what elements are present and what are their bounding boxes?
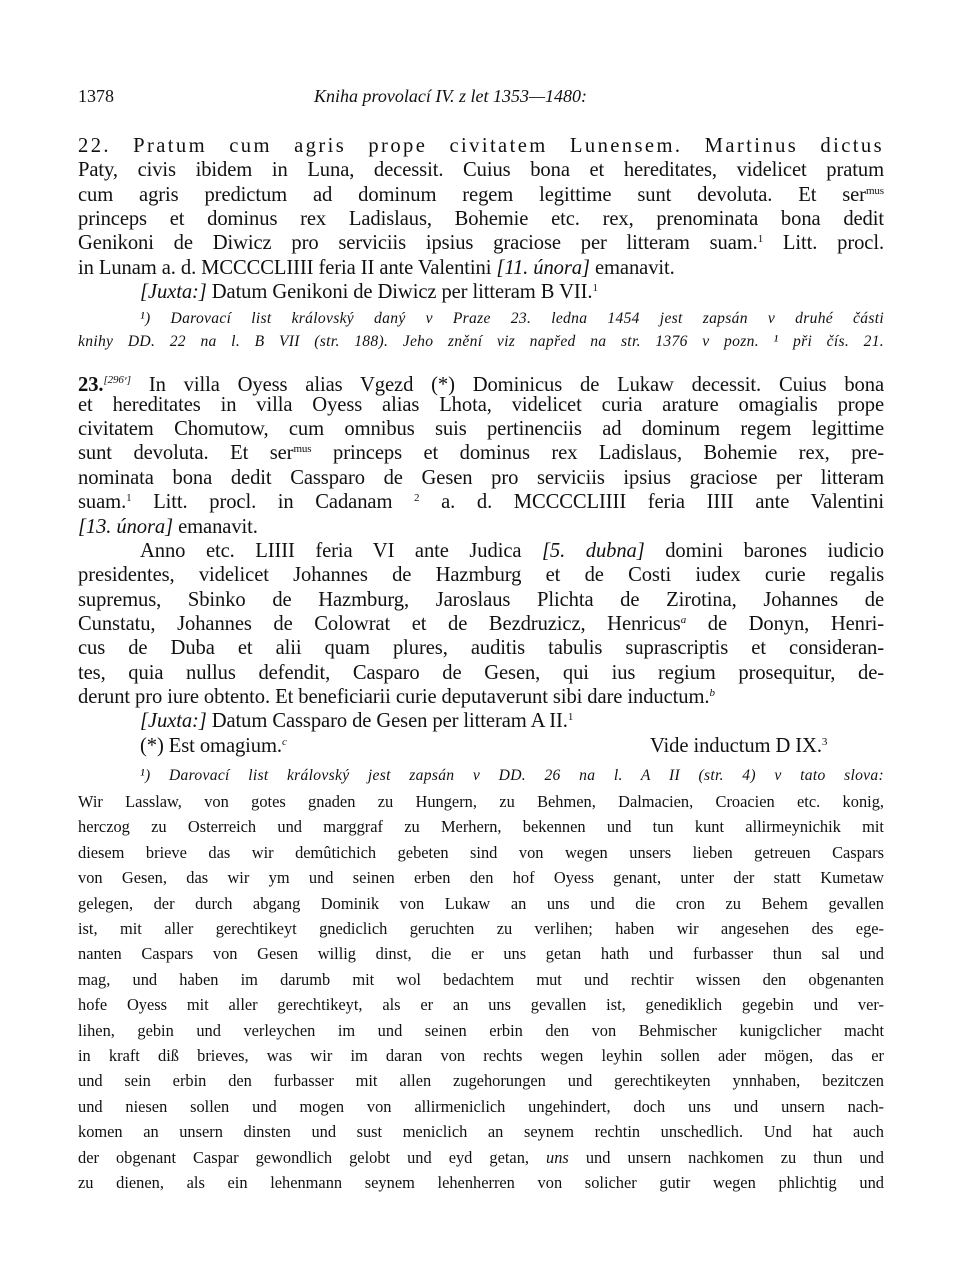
text-line: cus de Duba et alii quam plures, auditis tabulis suprascriptis et consideran-: [78, 637, 884, 659]
text-line: [13. února] emanavit.: [78, 516, 258, 538]
text-line: cum agris predictum ad dominum regem legittime sunt devoluta. Et ser$^{mus}$: [78, 184, 884, 206]
text-line: et hereditates in villa Oyess alias Lhota, videlicet curia arature omagialis prope: [78, 394, 884, 416]
entry-22-heading: 22. Pratum cum agris prope civitatem Lunensem. Martinus dictus: [78, 135, 884, 157]
date-note: [13. února]: [78, 516, 174, 538]
text-line: presidentes, videlicet Johannes de Hazmburg et de Costi iudex curie regalis: [78, 564, 884, 586]
german-line: ist, mit aller gerechtikeyt gnediclich geruchten zu verlihen; haben wir angesehen des ege-: [78, 919, 884, 938]
footnote-line: ¹) Darovací list královský daný v Praze 23. ledna 1454 jest zapsán v druhé části: [140, 310, 884, 327]
german-line: lihen, gebin und verleychen im und seinen erbin den von Behmischer kunigclicher macht: [78, 1021, 884, 1040]
text-line: suam.$^1$ Litt. procl. in Cadanam $^2$ a. d. MCCCCLIIII feria IIII ante Valentini: [78, 491, 884, 513]
german-line: von Gesen, das wir ym und seinen erben den hof Oyess genant, unter der statt Kumetaw: [78, 868, 884, 887]
german-line: zu dienen, als ein lehenmann seynem lehenherren von solicher gutir wegen phlichtig und: [78, 1173, 884, 1192]
text-line: Genikoni de Diwicz pro serviciis ipsius graciose per litteram suam.$^1$ Litt. procl.: [78, 232, 884, 254]
text-line: in Lunam a. d. MCCCCLIIII feria II ante Valentini [11. února] emanavit.: [78, 257, 675, 279]
text-line: civitatem Chomutow, cum omnibus suis pertinenciis ad dominum regem legittime: [78, 418, 884, 440]
german-line: diesem brieve das wir demûtichich gebeten sind von wegen unsers lieben getreuen Caspars: [78, 843, 884, 862]
folio-mark: [296ᵛ]: [103, 374, 131, 386]
text-line: Cunstatu, Johannes de Colowrat et de Bezdruzicz, Henricus$^a$ de Donyn, Henri-: [78, 613, 884, 635]
footnote-line: knihy DD. 22 na l. B VII (str. 188). Jeho znění viz napřed na str. 1376 v pozn. ¹ při čís. 21.: [78, 333, 884, 350]
german-line: hofe Oyess mit aller gerechtikeyt, als er an uns gevallen ist, genediklich gegebin und ver-: [78, 995, 884, 1014]
footnote-intro: ¹) Darovací list královský jest zapsán v DD. 26 na l. A II (str. 4) v tato slova:: [140, 767, 884, 784]
text-line: derunt pro iure obtento. Et beneficiarii curie deputaverunt sibi dare inductum.$^b$: [78, 686, 715, 708]
text-line: Paty, civis ibidem in Luna, decessit. Cuius bona et hereditates, videlicet pratum: [78, 159, 884, 181]
german-line: mag, und haben im darumb mit wol bedachtem mut und rechtir wissen den obgenanten: [78, 970, 884, 989]
text-line: sunt devoluta. Et ser$^{mus}$ princeps et dominus rex Ladislaus, Bohemie rex, pre-: [78, 442, 884, 464]
german-line: herczog zu Osterreich und marggraf zu Merhern, bekennen und tun kunt allirmeynichik mit: [78, 817, 884, 836]
german-line: und sein erbin den furbasser mit allen zugehorungen und gerechtikeyten ynnhaben, bezitczen: [78, 1071, 884, 1090]
text-line: nominata bona dedit Cassparo de Gesen pro serviciis ipsius graciose per litteram: [78, 467, 884, 489]
german-line: und niesen sollen und mogen von allirmeniclich ungehindert, doch uns und unsern nach-: [78, 1097, 884, 1116]
juxta-line: [Juxta:] Datum Cassparo de Gesen per litteram A II.$^1$: [140, 710, 574, 732]
german-line: in kraft diß brieves, was wir im daran von rechts wegen leyhin sollen ader mögen, das er: [78, 1046, 884, 1065]
german-line: der obgenant Caspar gewondlich gelobt und eyd getan, uns und unsern nachkomen zu thun und: [78, 1148, 885, 1167]
german-line: Wir Lasslaw, von gotes gnaden zu Hungern, zu Behmen, Dalmacien, Croacien etc. konig,: [78, 792, 884, 811]
german-line: gelegen, der durch abgang Dominik von Lukaw an uns und die cron zu Behem gevallen: [78, 894, 884, 913]
vide-inductum-note: Vide inductum D IX.$^3$: [650, 735, 828, 757]
text-line: princeps et dominus rex Ladislaus, Bohemie etc. rex, prenominata bona dedit: [78, 208, 884, 230]
omagium-note: (*) Est omagium.$^c$: [140, 735, 287, 757]
date-note: [11. února]: [496, 257, 590, 279]
juxta-line: [Juxta:] Datum Genikoni de Diwicz per litteram B VII.$^1$: [140, 281, 598, 303]
german-line: komen an unsern dinsten und sust meniclich an seynem rechtin unschedlich. Und hat auch: [78, 1122, 884, 1141]
entry-23-heading: 23.[296ᵛ] In villa Oyess alias Vgezd (*) Dominicus de Lukaw decessit. Cuius bona: [78, 374, 884, 396]
entry-number: 23.: [78, 374, 104, 396]
running-title: Kniha provolací IV. z let 1353—1480:: [314, 86, 587, 106]
date-note: [5. dubna]: [542, 540, 645, 562]
text-line: tes, quia nullus defendit, Casparo de Gesen, qui ius regium prosequitur, de-: [78, 662, 884, 684]
text-line: Anno etc. LIIII feria VI ante Judica [5. dubna] domini barones iudicio: [140, 540, 884, 562]
page-number: 1378: [78, 86, 114, 106]
text-line: supremus, Sbinko de Hazmburg, Jaroslaus Plichta de Zirotina, Johannes de: [78, 589, 884, 611]
page-header: [78, 86, 884, 110]
german-line: nanten Caspars von Gesen willig dinst, die er uns getan hath und furbasser thun sal und: [78, 944, 884, 963]
